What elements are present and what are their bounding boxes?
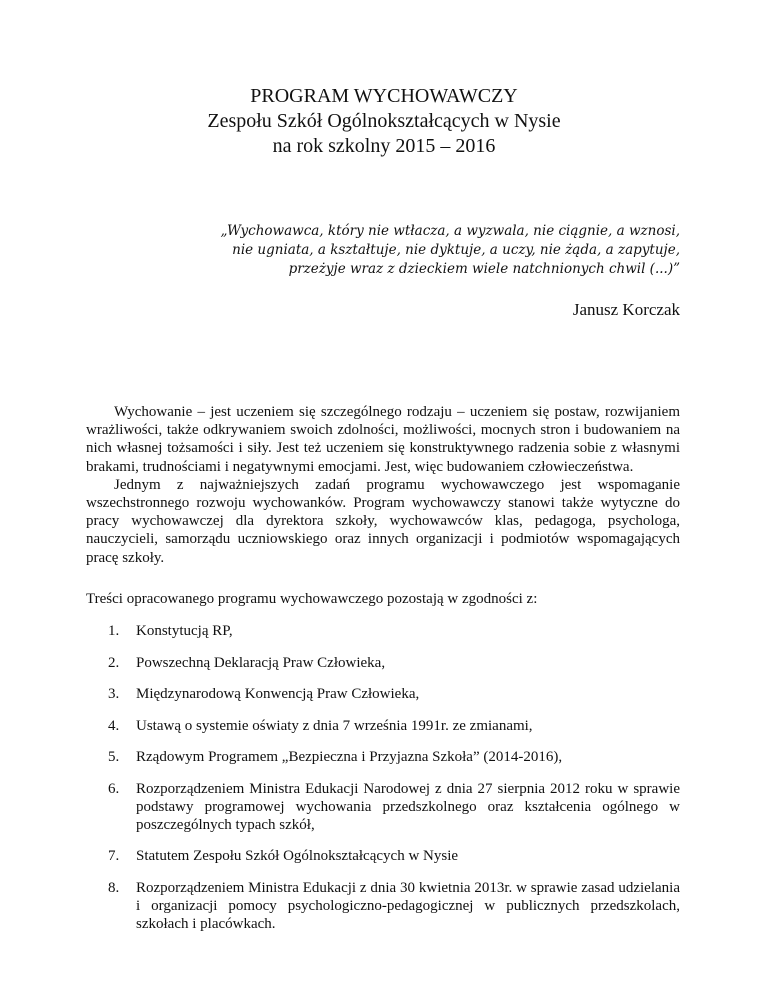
intro-paragraph-2: Jednym z najważniejszych zadań programu wychowawczego jest wspomaganie wszechstronnego rozwoju wychowanków. Program wychowawczy stanowi także wytyczne do pracy wychowawczej dla dyrektora szkoły, wychowawców klas, pedagoga, psychologa, nauczycieli, samorządu uczniowskiego oraz innych organizacji i podmiotów wspomagających pracę szkoły.	[86, 476, 680, 566]
list-item-number: 3.	[108, 686, 120, 702]
list-item-text: Międzynarodową Konwencją Praw Człowieka,	[136, 686, 420, 702]
list-item	[108, 879, 680, 933]
list-item-number: 7.	[108, 848, 120, 864]
list-item-number: 6.	[108, 780, 120, 797]
list-item-text: Ustawą o systemie oświaty z dnia 7 września 1991r. ze zmianami,	[136, 717, 533, 734]
list-item	[108, 622, 680, 640]
list-item-number: 4.	[108, 717, 120, 734]
motto-line-3: przeżyje wraz z dzieckiem wiele natchnionych chwil (...)”	[288, 261, 680, 277]
document-title	[0, 84, 768, 159]
list-item	[108, 717, 680, 735]
motto-author: Janusz Korczak	[572, 300, 680, 319]
list-item-number: 1.	[108, 623, 120, 639]
legal-basis-lead: Treści opracowanego programu wychowawczego pozostają w zgodności z:	[86, 591, 538, 607]
list-item-number: 8.	[108, 879, 120, 896]
list-item-text: Statutem Zespołu Szkół Ogólnokształcących w Nysie	[136, 848, 459, 864]
list-item-number: 2.	[108, 654, 120, 671]
list-item	[108, 748, 680, 766]
list-item	[108, 654, 680, 672]
list-item-text: Rządowym Programem „Bezpieczna i Przyjazna Szkoła” (2014-2016),	[136, 749, 563, 765]
list-item	[108, 685, 680, 703]
list-item-text: Powszechną Deklaracją Praw Człowieka,	[136, 654, 386, 671]
motto-line-1: „Wychowawca, który nie wtłacza, a wyzwala, nie ciągnie, a wznosi,	[220, 223, 680, 239]
list-item-text: Rozporządzeniem Ministra Edukacji z dnia 30 kwietnia 2013r. w sprawie zasad udzielania i organizacji pomocy psychologiczno-pedagogicznej w publicznych przedszkolach, szkołach i placówkach.	[136, 879, 680, 932]
motto-line-2: nie ugniata, a kształtuje, nie dyktuje, a uczy, nie żąda, a zapytuje,	[232, 242, 680, 258]
title-line-1: PROGRAM WYCHOWAWCZY	[250, 85, 518, 107]
title-line-3: na rok szkolny 2015 – 2016	[272, 135, 496, 157]
intro-section	[86, 403, 680, 567]
legal-basis-list	[108, 622, 680, 946]
list-item	[108, 847, 680, 865]
list-item-text: Rozporządzeniem Ministra Edukacji Narodowej z dnia 27 sierpnia 2012 roku w sprawie podstawy programowej wychowania przedszkolnego oraz kształcenia ogólnego w poszczególnych typach szkół,	[136, 780, 680, 833]
motto-quote	[160, 222, 680, 279]
list-item-number: 5.	[108, 749, 120, 765]
intro-paragraph-1: Wychowanie – jest uczeniem się szczególnego rodzaju – uczeniem się postaw, rozwijaniem wrażliwości, także odkrywaniem swoich zdolności, możliwości, mocnych stron i budowaniem na nich własnej tożsamości i siły. Jest też uczeniem się konstruktywnego radzenia sobie z własnymi brakami, trudnościami i negatywnymi emocjami. Jest, więc budowaniem człowieczeństwa.	[86, 404, 680, 475]
list-item-text: Konstytucją RP,	[136, 623, 233, 639]
list-item	[108, 780, 680, 834]
title-line-2: Zespołu Szkół Ogólnokształcących w Nysie	[207, 110, 561, 132]
